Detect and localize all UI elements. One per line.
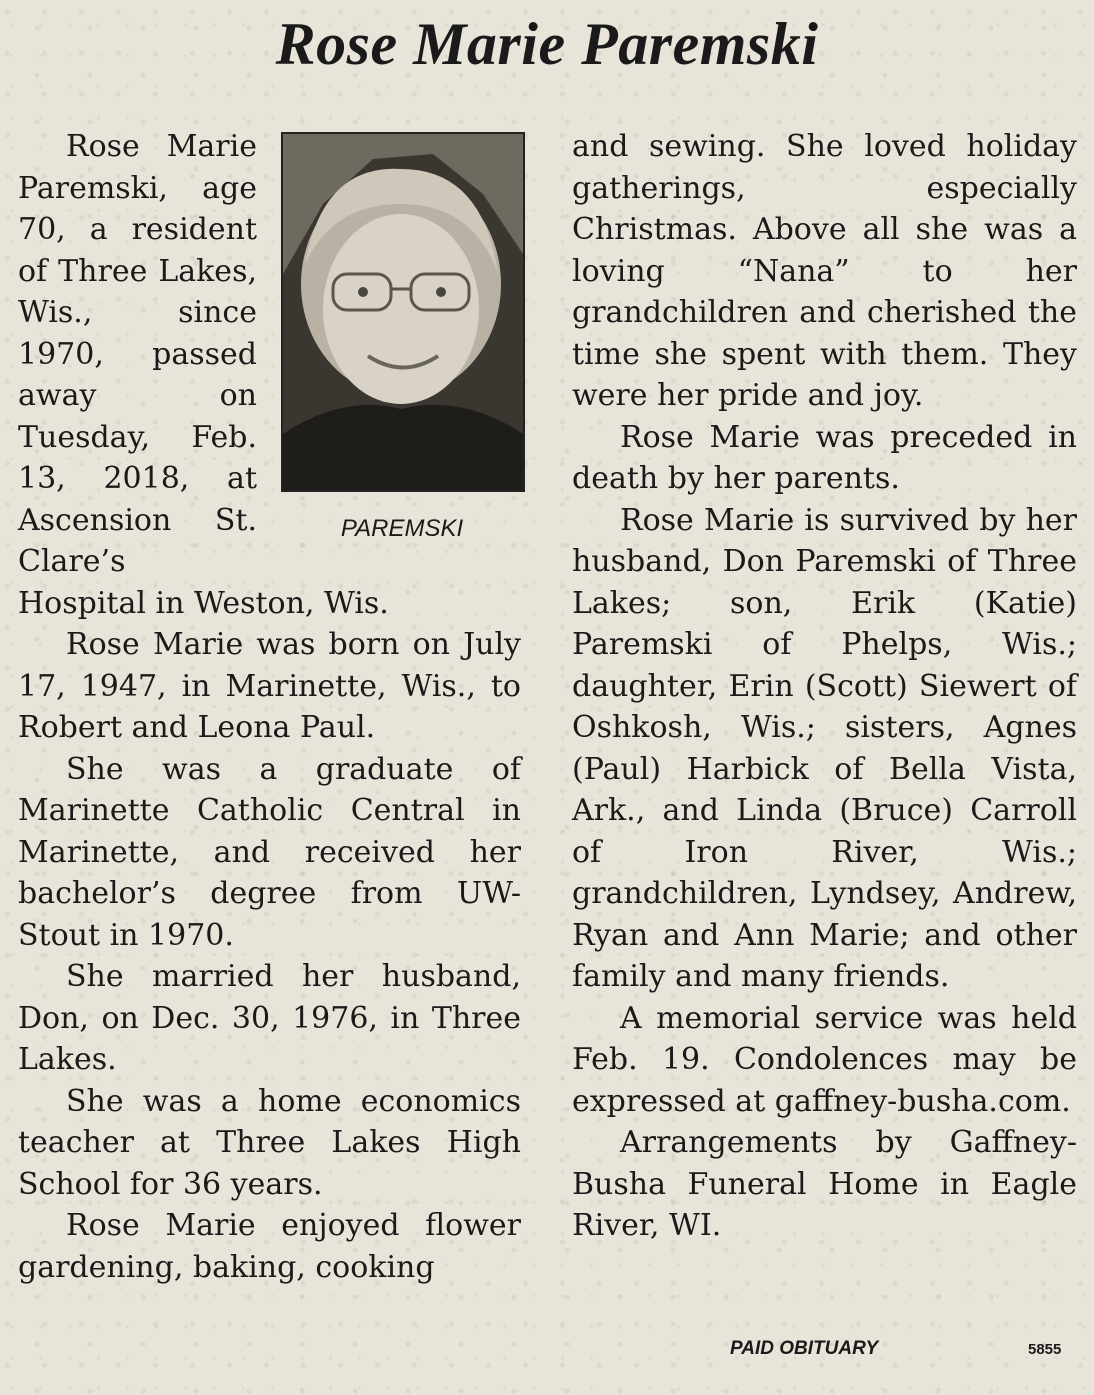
paragraph-hobbies-start: Rose Marie enjoyed flower gardening, baking, cooking <box>18 1208 521 1285</box>
paragraph-education: She was a graduate of Marinette Catholic Central in Marinette, and received her bachelor’s degree from UW-Stout in 1970. <box>18 751 521 953</box>
portrait-photo <box>281 132 525 492</box>
photo-caption: PAREMSKI <box>340 515 464 542</box>
right-column <box>572 126 1077 1247</box>
paragraph-career: She was a home economics teacher at Three Lakes High School for 36 years. <box>18 1083 521 1202</box>
paragraph-arrangements: Arrangements by Gaffney-Busha Funeral Home in Eagle River, WI. <box>572 1125 1077 1243</box>
paragraph-hobbies-continued: and sewing. She loved holiday gatherings, especially Christmas. Above all she was a loving “Nana” to her grandchildren and cherished the time she spent with them. They were her pride and joy. <box>572 129 1077 413</box>
paragraph-memorial: A memorial service was held Feb. 19. Condolences may be expressed at gaffney-busha.com. <box>572 1000 1077 1119</box>
paragraph-intro: Rose Marie Paremski, age 70, a resident of Three Lakes, Wis., since 1970, passed away on Tuesday, Feb. 13, 2018, at Ascension St. Clare’s Hospital in Weston, Wis. <box>18 129 389 621</box>
paragraph-marriage: She married her husband, Don, on Dec. 30, 1976, in Three Lakes. <box>18 959 521 1077</box>
paid-obituary-label: PAID OBITUARY <box>730 1338 879 1359</box>
paragraph-survivors: Rose Marie is survived by her husband, Don Paremski of Three Lakes; son, Erik (Katie) Paremski of Phelps, Wis.; daughter, Erin (Scott) Siewert of Oshkosh, Wis.; sisters, Agnes (Paul) Harbick of Bella Vista, Ark., and Linda (Bruce) Carroll of Iron River, Wis.; grandchildren, Lyndsey, Andrew, Ryan and Ann Marie; and other family and many friends. <box>572 502 1077 994</box>
paragraph-preceded: Rose Marie was preceded in death by her parents. <box>572 419 1077 496</box>
obituary-title: Rose Marie Paremski <box>275 11 819 77</box>
left-column <box>18 126 521 1288</box>
ad-number: 5855 <box>1028 1341 1062 1358</box>
paragraph-birth: Rose Marie was born on July 17, 1947, in Marinette, Wis., to Robert and Leona Paul. <box>18 627 521 745</box>
photo-block <box>271 132 521 544</box>
